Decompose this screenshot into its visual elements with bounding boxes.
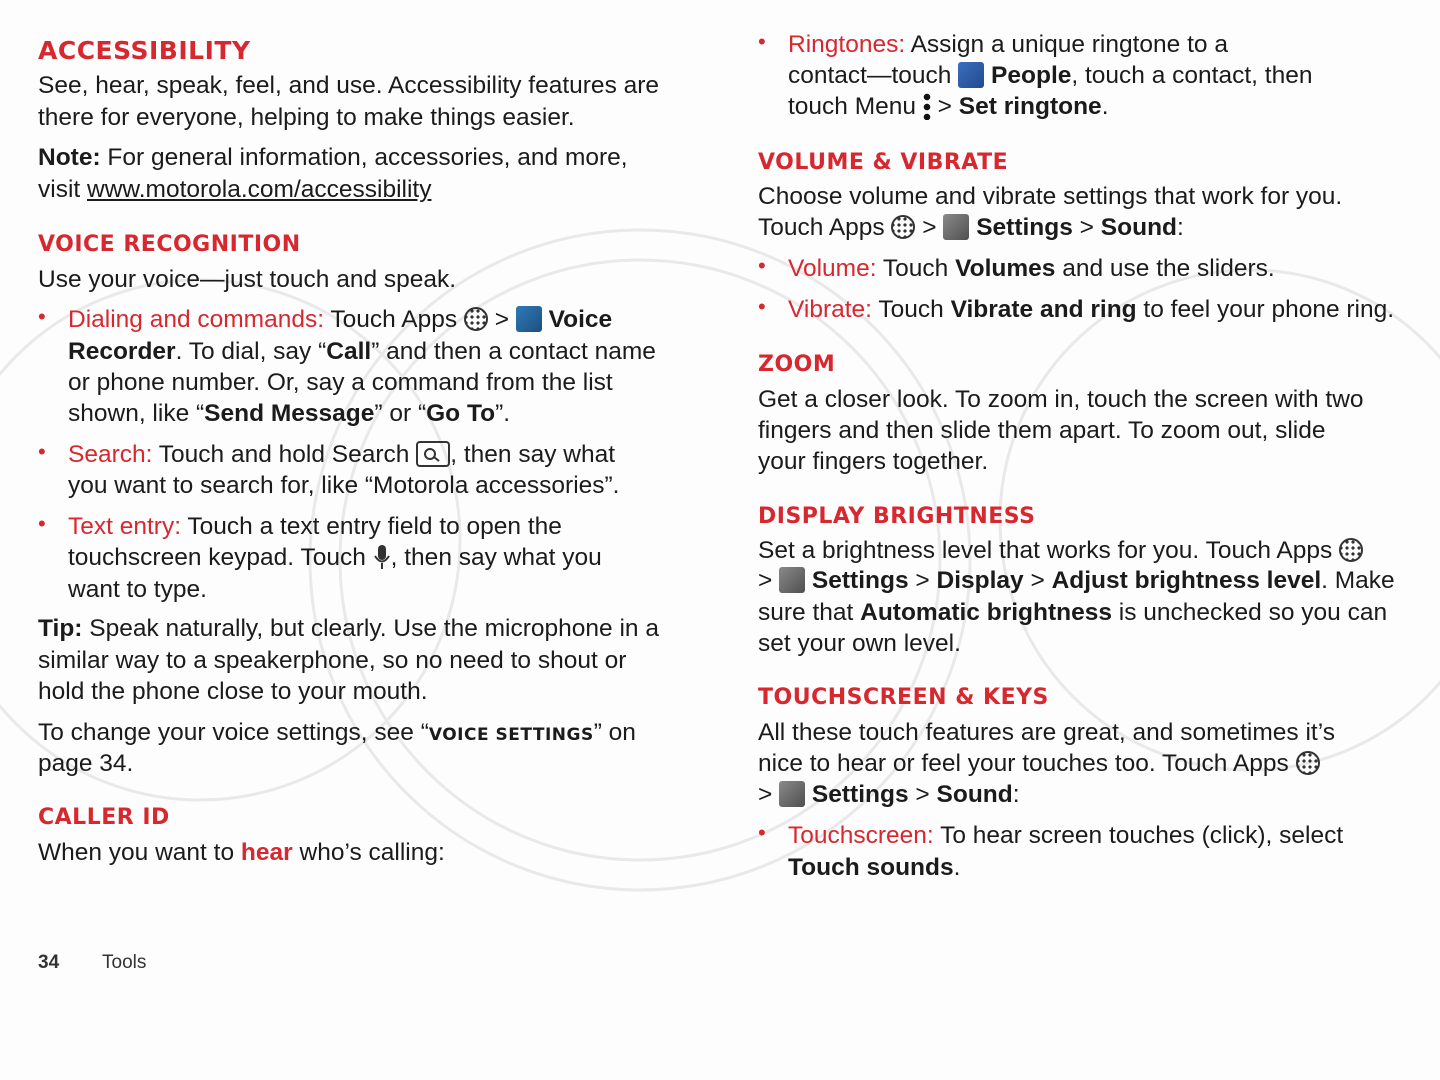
bullet: • [38,439,46,464]
bullet: • [38,511,46,536]
accessibility-line: there for everyone, helping to make things easier. [38,104,575,131]
touchscreen-paragraph: nice to hear or feel your touches too. Touch Apps [758,748,1320,780]
brightness-paragraph: > Settings > Display > Adjust brightness level. Make [758,567,1395,594]
settings-icon [779,567,805,593]
apps-icon [1296,751,1320,775]
zoom-paragraph: fingers and then slide them apart. To zoom out, slide [758,417,1326,444]
brightness-paragraph: sure that Automatic brightness is unchecked so you can [758,599,1388,626]
apps-icon [464,307,488,331]
brightness-paragraph: Set a brightness level that works for you. Touch Apps [758,535,1363,567]
microphone-icon [373,543,391,571]
search-key-icon [416,441,450,467]
tip-paragraph: hold the phone close to your mouth. [38,678,428,705]
heading-caller-id: CALLER ID [38,805,170,830]
accessibility-link[interactable]: www.motorola.com/accessibility [87,176,432,203]
settings-icon [779,781,805,807]
volume-paragraph: Touch Apps > Settings > Sound: [758,214,1184,241]
touchscreen-paragraph: All these touch features are great, and sometimes it’s [758,719,1335,746]
note-paragraph: visit www.motorola.com/accessibility [38,176,432,203]
heading-touchscreen-keys: TOUCHSCREEN & KEYS [758,685,1049,710]
heading-zoom: ZOOM [758,352,836,377]
heading-volume-vibrate: VOLUME & VIBRATE [758,150,1009,175]
people-icon [958,62,984,88]
page-number: 34 [38,952,60,973]
footer-section: Tools [102,952,147,973]
apps-icon [1339,538,1363,562]
brightness-paragraph: set your own level. [758,630,961,657]
zoom-paragraph: Get a closer look. To zoom in, touch the screen with two [758,386,1364,413]
bullet: • [758,29,766,54]
heading-display-brightness: DISPLAY BRIGHTNESS [758,504,1036,529]
voice-settings-reference: VOICE SETTINGS [428,725,594,745]
bullet: • [758,253,766,278]
apps-icon [891,215,915,239]
tip-paragraph: similar way to a speakerphone, so no need to shout or [38,647,627,674]
change-settings-paragraph: page 34. [38,750,134,777]
bullet: • [758,294,766,319]
menu-icon [923,92,931,120]
tip-paragraph: Tip: Speak naturally, but clearly. Use the microphone in a [38,615,659,642]
touchscreen-paragraph: > Settings > Sound: [758,781,1020,808]
heading-accessibility: ACCESSIBILITY [38,36,251,65]
bullet: • [758,820,766,845]
zoom-paragraph: your fingers together. [758,448,989,475]
voice-intro: Use your voice—just touch and speak. [38,266,457,293]
accessibility-line: See, hear, speak, feel, and use. Accessibility features are [38,72,660,99]
bullet: • [38,304,46,329]
change-settings-paragraph: To change your voice settings, see “VOICE SETTINGS” on [38,719,636,746]
heading-voice-recognition: VOICE RECOGNITION [38,232,301,257]
settings-icon [943,214,969,240]
voice-recorder-icon [516,306,542,332]
caller-id-paragraph: When you want to hear who’s calling: [38,839,445,866]
volume-paragraph: Choose volume and vibrate settings that work for you. [758,183,1343,210]
note-paragraph: Note: For general information, accessories, and more, [38,144,628,171]
